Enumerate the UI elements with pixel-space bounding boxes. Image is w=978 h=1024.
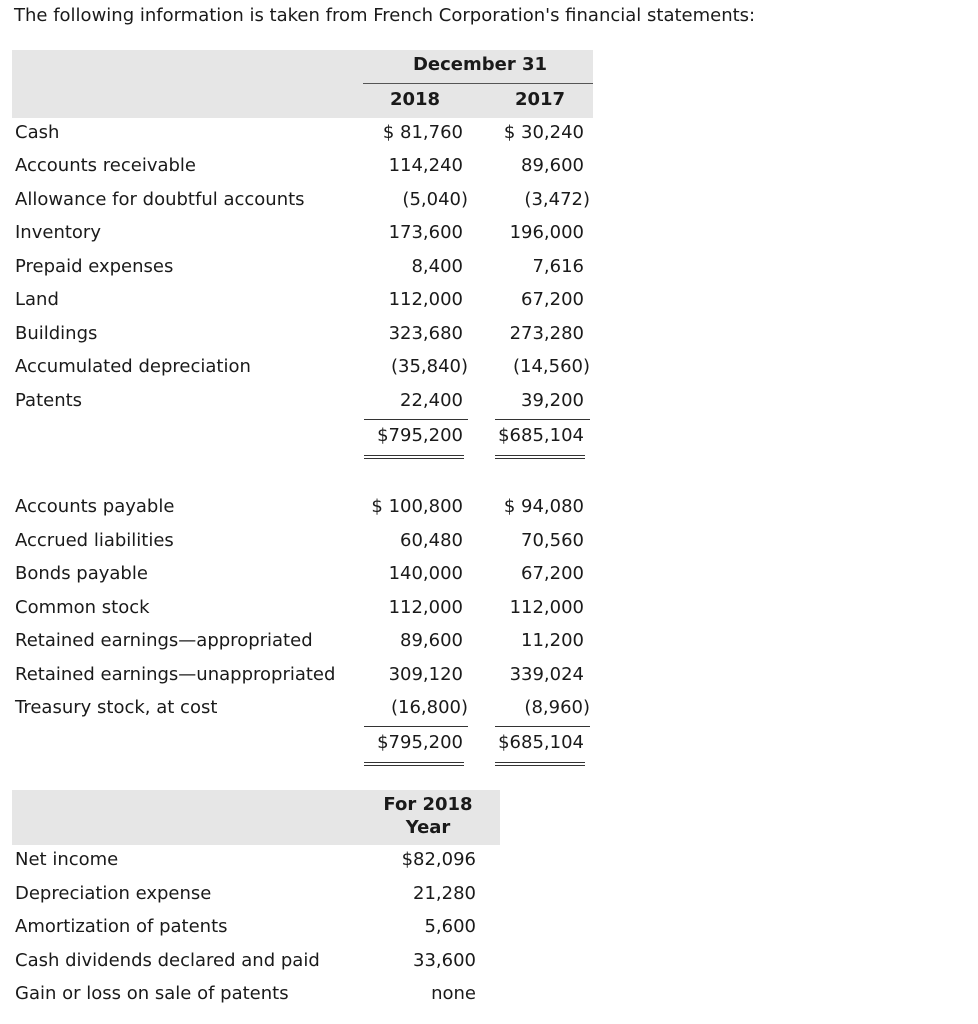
- table-row: [0, 252, 978, 285]
- table-row: [0, 185, 978, 218]
- row-label: Net income: [15, 849, 119, 870]
- row-label: Prepaid expenses: [15, 256, 174, 277]
- liabilities-total-2018: $795,200: [377, 732, 463, 753]
- liabilities-total-2017: $685,104: [498, 732, 584, 753]
- value-2017: 112,000: [509, 597, 584, 618]
- row-label: Buildings: [15, 323, 98, 344]
- year-value: 5,600: [424, 916, 476, 937]
- row-label: Amortization of patents: [15, 916, 228, 937]
- value-2017: $ 30,240: [503, 122, 584, 143]
- year-value: 21,280: [413, 883, 476, 904]
- row-label: Patents: [15, 390, 83, 411]
- value-2018: 112,000: [388, 289, 463, 310]
- row-label: Cash: [15, 122, 60, 143]
- value-2017: 70,560: [521, 530, 584, 551]
- december-31-header: December 31: [412, 54, 548, 75]
- value-2018: 60,480: [400, 530, 463, 551]
- table-row: [0, 559, 978, 592]
- value-2017: (3,472): [524, 189, 590, 210]
- assets-total-row: [0, 421, 978, 454]
- value-2018: 140,000: [388, 563, 463, 584]
- year-2017-header: 2017: [514, 89, 566, 110]
- total-double-rule-2017: [495, 455, 585, 459]
- subtotal-rule-2018: [364, 726, 468, 727]
- value-2017: 273,280: [509, 323, 584, 344]
- subtotal-rule-2017: [495, 419, 590, 420]
- table-row: [0, 593, 978, 626]
- assets-total-2017: $685,104: [498, 425, 584, 446]
- table-row: [0, 118, 978, 151]
- value-2017: 67,200: [521, 289, 584, 310]
- value-2017: 39,200: [521, 390, 584, 411]
- value-2017: (14,560): [512, 356, 590, 377]
- year-value: none: [431, 983, 476, 1004]
- value-2017: 196,000: [509, 222, 584, 243]
- total-double-rule-2017: [495, 762, 585, 766]
- table-row: [0, 912, 978, 945]
- value-2018: 112,000: [388, 597, 463, 618]
- table-row: [0, 218, 978, 251]
- table-row: [0, 879, 978, 912]
- value-2018: (16,800): [390, 697, 468, 718]
- table-row: [0, 319, 978, 352]
- year-info-header-line2: Year: [405, 817, 451, 838]
- table-row: [0, 626, 978, 659]
- value-2017: 67,200: [521, 563, 584, 584]
- table-row: [0, 386, 978, 419]
- intro-text: The following information is taken from French Corporation's financial statements:: [14, 5, 756, 26]
- value-2018: (35,840): [390, 356, 468, 377]
- row-label: Retained earnings—unappropriated: [15, 664, 336, 685]
- value-2017: (8,960): [524, 697, 590, 718]
- row-label: Accumulated depreciation: [15, 356, 251, 377]
- table-row: [0, 492, 978, 525]
- value-2017: 7,616: [532, 256, 584, 277]
- value-2018: $ 100,800: [371, 496, 463, 517]
- year-2018-header: 2018: [389, 89, 441, 110]
- table-row: [0, 285, 978, 318]
- row-label: Land: [15, 289, 59, 310]
- row-label: Accrued liabilities: [15, 530, 174, 551]
- value-2018: 323,680: [388, 323, 463, 344]
- value-2018: 22,400: [400, 390, 463, 411]
- row-label: Depreciation expense: [15, 883, 212, 904]
- value-2018: (5,040): [402, 189, 468, 210]
- header-divider: [363, 83, 593, 84]
- table-row: [0, 693, 978, 726]
- table-row: [0, 979, 978, 1012]
- table-row: [0, 151, 978, 184]
- row-label: Cash dividends declared and paid: [15, 950, 320, 971]
- value-2017: $ 94,080: [503, 496, 584, 517]
- value-2018: 89,600: [400, 630, 463, 651]
- value-2018: 309,120: [388, 664, 463, 685]
- table-row: [0, 845, 978, 878]
- year-info-header-line1: For 2018: [383, 794, 473, 815]
- row-label: Retained earnings—appropriated: [15, 630, 313, 651]
- value-2017: 11,200: [521, 630, 584, 651]
- year-value: 33,600: [413, 950, 476, 971]
- value-2018: $ 81,760: [382, 122, 463, 143]
- table-row: [0, 526, 978, 559]
- row-label: Accounts receivable: [15, 155, 197, 176]
- total-double-rule-2018: [364, 455, 464, 459]
- value-2017: 339,024: [509, 664, 584, 685]
- row-label: Gain or loss on sale of patents: [15, 983, 289, 1004]
- row-label: Allowance for doubtful accounts: [15, 189, 305, 210]
- table-row: [0, 946, 978, 979]
- row-label: Common stock: [15, 597, 150, 618]
- row-label: Inventory: [15, 222, 101, 243]
- total-double-rule-2018: [364, 762, 464, 766]
- row-label: Bonds payable: [15, 563, 148, 584]
- subtotal-rule-2017: [495, 726, 590, 727]
- liabilities-total-row: [0, 728, 978, 761]
- table-row: [0, 352, 978, 385]
- row-label: Treasury stock, at cost: [15, 697, 218, 718]
- assets-total-2018: $795,200: [377, 425, 463, 446]
- subtotal-rule-2018: [364, 419, 468, 420]
- value-2018: 8,400: [411, 256, 463, 277]
- value-2017: 89,600: [521, 155, 584, 176]
- year-value: $82,096: [401, 849, 476, 870]
- value-2018: 114,240: [388, 155, 463, 176]
- row-label: Accounts payable: [15, 496, 175, 517]
- table-row: [0, 660, 978, 693]
- value-2018: 173,600: [388, 222, 463, 243]
